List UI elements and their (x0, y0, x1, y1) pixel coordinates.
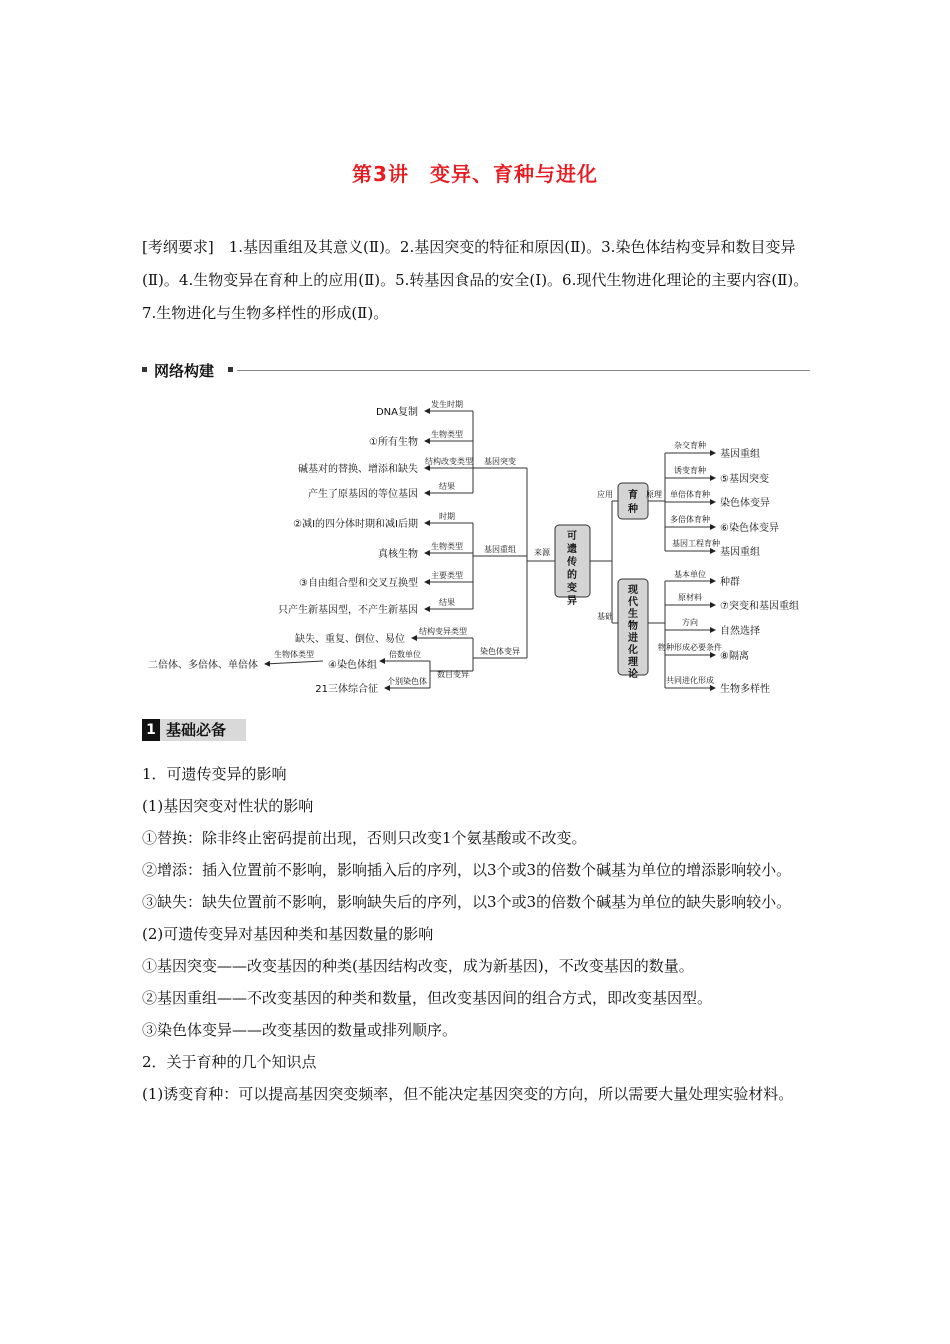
evolution-char: 化 (628, 645, 638, 656)
center-char: 遗 (567, 544, 577, 555)
edge-label: 时期 (439, 512, 455, 521)
divider (237, 370, 810, 371)
paragraph: ③缺失：缺失位置前不影响，影响缺失后的序列，以3个或3的倍数个碱基为单位的缺失影响较小。 (142, 893, 792, 911)
evolution-char: 生 (628, 609, 638, 620)
leaf-text: 二倍体、多倍体、单倍体 (148, 660, 258, 671)
branch-label: 基因重组 (484, 545, 516, 554)
leaf-text: ④染色体组 (328, 660, 377, 671)
edge-label: 结果 (439, 598, 455, 607)
leaf-text: 基因重组 (720, 547, 760, 558)
leaf-text: 只产生新基因型，不产生新基因 (278, 605, 418, 616)
leaf-text: 缺失、重复、倒位、易位 (295, 634, 405, 645)
edge-label: 基本单位 (674, 570, 706, 579)
leaf-text: 种群 (720, 577, 740, 588)
breeding-char: 种 (628, 504, 638, 515)
paragraph: 2．关于育种的几个知识点 (142, 1053, 317, 1071)
section-header-network (142, 360, 810, 380)
paragraph: ①基因突变——改变基因的种类(基因结构改变，成为新基因)，不改变基因的数量。 (142, 957, 694, 975)
exam-requirements: [考纲要求] 1.基因重组及其意义(Ⅱ)。2.基因突变的特征和原因(Ⅱ)。3.染色体结构变异和数目变异(Ⅱ)。4.生物变异在育种上的应用(Ⅱ)。5.转基因食品的安全(Ⅰ)。6.现代生物进化理论的主要内容(Ⅱ)。7.生物进化与生物多样性的形成(Ⅱ)。 (142, 238, 809, 322)
edge-label: 物种形成必要条件 (658, 643, 722, 652)
leaf-text: 自然选择 (720, 626, 760, 637)
edge-label: 结果 (439, 482, 455, 491)
leaf-text: ⑦突变和基因重组 (720, 601, 799, 612)
branch-label: 染色体变异 (480, 647, 520, 656)
bullet-square-icon (228, 367, 233, 372)
edge-label: 方向 (682, 618, 698, 627)
leaf-text: ⑥染色体变异 (720, 523, 779, 534)
center-char: 变 (567, 583, 577, 594)
edge-label: 个别染色体 (387, 677, 427, 686)
paragraph: ①替换：除非终止密码提前出现，否则只改变1个氨基酸或不改变。 (142, 829, 587, 847)
section-title: 网络构建 (154, 362, 215, 380)
branch-label: 来源 (534, 548, 550, 557)
edge-label: 生物类型 (431, 542, 463, 551)
section-number: 1 (142, 719, 160, 741)
paragraph: 1．可遗传变异的影响 (142, 765, 287, 783)
edge-label: 发生时期 (431, 400, 463, 409)
leaf-text: 染色体变异 (720, 498, 770, 509)
leaf-text: ①所有生物 (369, 437, 418, 448)
leaf-text: 生物多样性 (720, 684, 770, 695)
center-char: 异 (567, 596, 577, 607)
concept-map (140, 393, 810, 703)
breeding-char: 育 (628, 490, 638, 501)
edge-label: 基因工程育种 (672, 539, 720, 548)
edge-label: 数目变异 (437, 670, 469, 679)
evolution-char: 代 (628, 597, 638, 608)
center-char: 的 (567, 570, 577, 581)
section-title: 基础必备 (166, 721, 227, 739)
edge-label: 主要类型 (431, 571, 463, 580)
body-text (142, 758, 814, 1110)
center-char: 可 (567, 531, 577, 542)
bullet-square-icon (142, 367, 147, 372)
section-header-basics (142, 719, 246, 741)
edge-label: 单倍体育种 (670, 490, 710, 499)
paragraph: ②基因重组——不改变基因的种类和数量，但改变基因间的组合方式，即改变基因型。 (142, 989, 713, 1007)
page-title: 第3讲 变异、育种与进化 (352, 162, 598, 186)
leaf-text: 碱基对的替换、增添和缺失 (298, 464, 418, 475)
center-char: 传 (567, 557, 577, 568)
branch-label: 基因突变 (484, 457, 516, 466)
edge-label: 杂交育种 (674, 441, 706, 450)
branch-label: 原理 (646, 490, 662, 499)
evolution-char: 理 (628, 657, 638, 668)
paragraph: (2)可遗传变异对基因种类和基因数量的影响 (142, 925, 434, 943)
leaf-text: 基因重组 (720, 449, 760, 460)
edge-label: 结构改变类型 (425, 457, 473, 466)
leaf-text: ⑤基因突变 (720, 474, 769, 485)
edge-label: 多倍体育种 (670, 515, 710, 524)
paragraph: ③染色体变异——改变基因的数量或排列顺序。 (142, 1021, 458, 1039)
paragraph: ②增添：插入位置前不影响，影响插入后的序列，以3个或3的倍数个碱基为单位的增添影响较小。 (142, 861, 792, 879)
evolution-char: 现 (628, 585, 638, 596)
leaf-text: ③自由组合型和交叉互换型 (299, 578, 418, 589)
edge-label: 倍数单位 (389, 650, 421, 659)
branch-label: 应用 (597, 490, 613, 499)
edge-label: 诱变育种 (674, 466, 706, 475)
leaf-text: 真核生物 (378, 549, 418, 560)
edge-label: 生物类型 (431, 430, 463, 439)
edge-label: 结构变异类型 (419, 627, 467, 636)
edge-label: 共同进化形成 (666, 676, 714, 685)
leaf-text: ⑧隔离 (720, 651, 749, 662)
leaf-text: ②减Ⅰ的四分体时期和减Ⅰ后期 (293, 519, 418, 530)
leaf-text: 21三体综合征 (315, 684, 378, 695)
evolution-char: 进 (628, 633, 638, 644)
leaf-text: DNA复制 (375, 407, 418, 418)
edge-label: 原材料 (678, 593, 702, 602)
edge-label: 生物体类型 (274, 650, 314, 659)
branch-label: 基础 (597, 612, 613, 621)
paragraph: (1)诱变育种：可以提高基因突变频率，但不能决定基因突变的方向，所以需要大量处理实验材料。 (142, 1085, 794, 1103)
leaf-text: 产生了原基因的等位基因 (308, 489, 418, 500)
paragraph: (1)基因突变对性状的影响 (142, 797, 314, 815)
evolution-char: 物 (628, 621, 638, 632)
evolution-char: 论 (628, 669, 638, 680)
